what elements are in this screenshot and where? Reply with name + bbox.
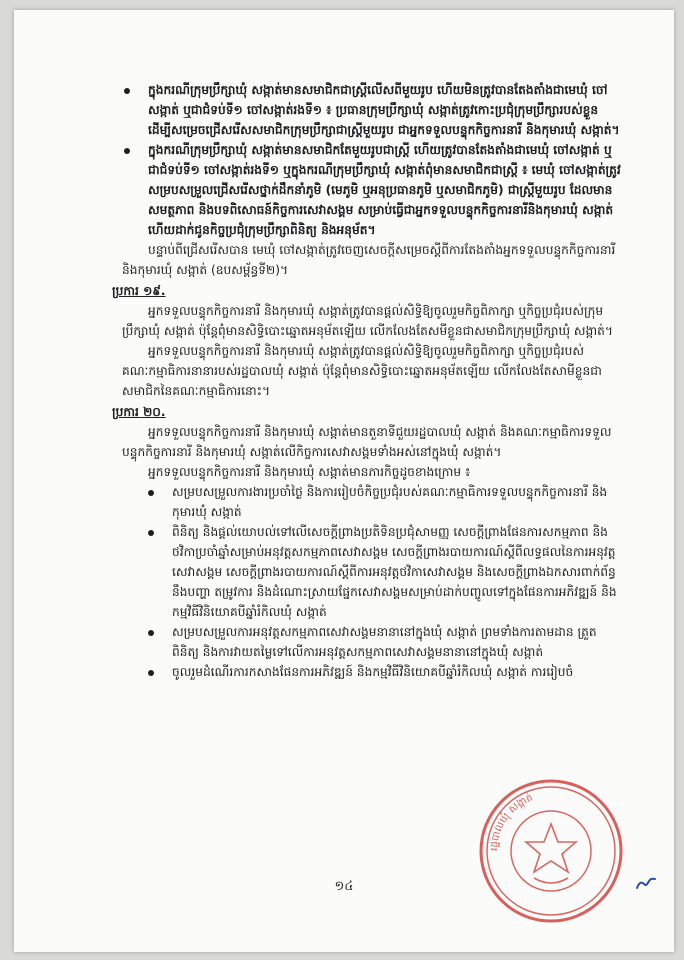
bullet-dot-icon	[148, 630, 154, 636]
duty-text: ពិនិត្យ និងផ្តល់យោបល់ទៅលើសេចក្តីព្រាងប្រតិទិនប្រជុំសាមញ្ញ សេចក្តីព្រាងផែនការសកម្មភាព និងថវិកាប្រចាំឆ្នាំសម្រាប់អនុវត្តសកម្មភាពសេវាសង្គម សេចក្តីព្រាងរបាយការណ៍ស្តីពីលទ្ធផលនៃការអនុវត្តសេវាសង្គម សេចក្តីព្រាងរបាយការណ៍ស្តីពីការអនុវត្តថវិកាសេវាសង្គម និងសេចក្តីព្រាងឯកសារពាក់ព័ន្ធនឹងបញ្ហា តម្រូវការ និងដំណោះស្រាយផ្នែកសេវាសង្គមសម្រាប់ដាក់បញ្ចូលទៅក្នុងផែនការអភិវឌ្ឍន៍ និងកម្មវិធីវិនិយោគបីឆ្នាំរំកិលឃុំ សង្កាត់	[172, 525, 617, 619]
bullet-item	[122, 80, 622, 140]
bullet-dot-icon	[124, 88, 130, 94]
paragraph: បន្ទាប់ពីជ្រើសរើសបាន មេឃុំ ចៅសង្កាត់ត្រូវចេញសេចក្តីសម្រេចស្តីពីការតែងតាំងអ្នកទទួលបន្ទុកកិច្ចការនារី និងកុមារឃុំ សង្កាត់ (ឧបសម្ព័ន្ធទី២)។	[122, 243, 616, 277]
bullet-dot-icon	[148, 490, 154, 496]
duty-list-item	[146, 622, 622, 662]
document-page	[14, 10, 674, 952]
duty-text: ចូលរួមដំណើរការកសាងផែនការអភិវឌ្ឍន៍ និងកម្មវិធីវិនិយោគបីឆ្នាំរំកិលឃុំ សង្កាត់ ការរៀបចំ	[172, 665, 574, 679]
paragraph: អ្នកទទួលបន្ទុកកិច្ចការនារី និងកុមារឃុំ សង្កាត់ត្រូវបានផ្តល់សិទ្ធិឱ្យចូលរួមកិច្ចពិភាក្សា ឬកិច្ចប្រជុំរបស់គណៈកម្មាធិការនានារបស់រដ្ឋបាលឃុំ សង្កាត់ ប៉ុន្តែពុំមានសិទ្ធិបោះឆ្នោតអនុម័តឡើយ លើកលែងតែសាមីខ្លួនជាសមាជិកនៃគណៈកម្មាធិការនោះ។	[122, 344, 602, 398]
official-seal-icon	[476, 776, 626, 926]
paragraph: អ្នកទទួលបន្ទុកកិច្ចការនារី និងកុមារឃុំ សង្កាត់មានតួនាទីជួយរដ្ឋបាលឃុំ សង្កាត់ និងគណៈកម្មាធិការទទួលបន្ទុកកិច្ចការនារី និងកុមារឃុំ សង្កាត់លើកិច្ចការសេវាសង្គមទាំងអស់នៅក្នុងឃុំ សង្កាត់។	[122, 425, 612, 459]
article-heading-20: ប្រការ ២០.	[112, 405, 166, 419]
seal-text: រដ្ឋបាលឃុំ សង្កាត់	[488, 792, 535, 852]
bullet-text: ក្នុងករណីក្រុមប្រឹក្សាឃុំ សង្កាត់មានសមាជិកតែមួយរូបជាស្ត្រី ហើយត្រូវបានតែងតាំងជាមេឃុំ ចៅសង្កាត់ ឬជាជំទប់ទី១ ចៅសង្កាត់រងទី១ ឬក្នុងករណីក្រុមប្រឹក្សាឃុំ សង្កាត់ពុំមានសមាជិកជាស្ត្រី ៖ មេឃុំ ចៅសង្កាត់ត្រូវសម្របសម្រួលជ្រើសរើសថ្នាក់ដឹកនាំភូមិ (មេភូមិ ឬអនុប្រធានភូមិ ឬសមាជិកភូមិ) ជាស្ត្រីមួយរូប ដែលមានសមត្ថភាព និងបទពិសោធន៍កិច្ចការសេវាសង្គម សម្រាប់ធ្វើជាអ្នកទទួលបន្ទុកកិច្ចការនារីនិងកុមារឃុំ សង្កាត់ ហើយដាក់ជូនកិច្ចប្រជុំក្រុមប្រឹក្សាពិនិត្យ និងអនុម័ត។	[148, 143, 621, 237]
article-heading-19: ប្រការ ១៩.	[112, 284, 166, 298]
pen-mark-icon	[634, 876, 658, 892]
bullet-dot-icon	[148, 530, 154, 536]
bullet-dot-icon	[124, 148, 130, 154]
duty-list-item	[146, 662, 622, 682]
bullet-item	[122, 140, 622, 240]
duty-text: សម្របសម្រួលការងារប្រចាំថ្ងៃ និងការរៀបចំកិច្ចប្រជុំរបស់គណៈកម្មាធិការទទួលបន្ទុកកិច្ចការនារី និងកុមារឃុំ សង្កាត់	[172, 485, 608, 519]
bullet-text: ក្នុងករណីក្រុមប្រឹក្សាឃុំ សង្កាត់មានសមាជិកជាស្ត្រីលើសពីមួយរូប ហើយមិនត្រូវបានតែងតាំងជាមេឃុំ ចៅសង្កាត់ ឬជាជំទប់ទី១ ចៅសង្កាត់រងទី១ ៖ ប្រធានក្រុមប្រឹក្សាឃុំ សង្កាត់ត្រូវកោះប្រជុំក្រុមប្រឹក្សារបស់ខ្លួន ដើម្បីសម្រេចជ្រើសរើសសមាជិកក្រុមប្រឹក្សាជាស្ត្រីមួយរូប ជាអ្នកទទួលបន្ទុកកិច្ចការនារី និងកុមារឃុំ សង្កាត់។	[148, 83, 620, 137]
page-number: ១៤	[334, 879, 354, 894]
paragraph: អ្នកទទួលបន្ទុកកិច្ចការនារី និងកុមារឃុំ សង្កាត់ត្រូវបានផ្តល់សិទ្ធិឱ្យចូលរួមកិច្ចពិភាក្សា ឬកិច្ចប្រជុំរបស់ក្រុមប្រឹក្សាឃុំ សង្កាត់ ប៉ុន្តែពុំមានសិទ្ធិបោះឆ្នោតអនុម័តឡើយ លើកលែងតែសមីខ្លួនជាសមាជិកក្រុមប្រឹក្សាឃុំ សង្កាត់។	[122, 304, 613, 338]
paragraph: អ្នកទទួលបន្ទុកកិច្ចការនារី និងកុមារឃុំ សង្កាត់មានភារកិច្ចដូចខាងក្រោម ៖	[148, 465, 471, 479]
bullet-dot-icon	[148, 670, 154, 676]
duty-text: សម្របសម្រួលការអនុវត្តសកម្មភាពសេវាសង្គមនានានៅក្នុងឃុំ សង្កាត់ ព្រមទាំងការតាមដាន ត្រួតពិនិត្យ និងការវាយតម្លៃទៅលើការអនុវត្តសកម្មភាពសេវាសង្គមនានានៅក្នុងឃុំ សង្កាត់	[172, 625, 597, 659]
duty-list-item	[146, 482, 622, 522]
duty-list-item	[146, 522, 622, 622]
page-content	[112, 80, 622, 682]
